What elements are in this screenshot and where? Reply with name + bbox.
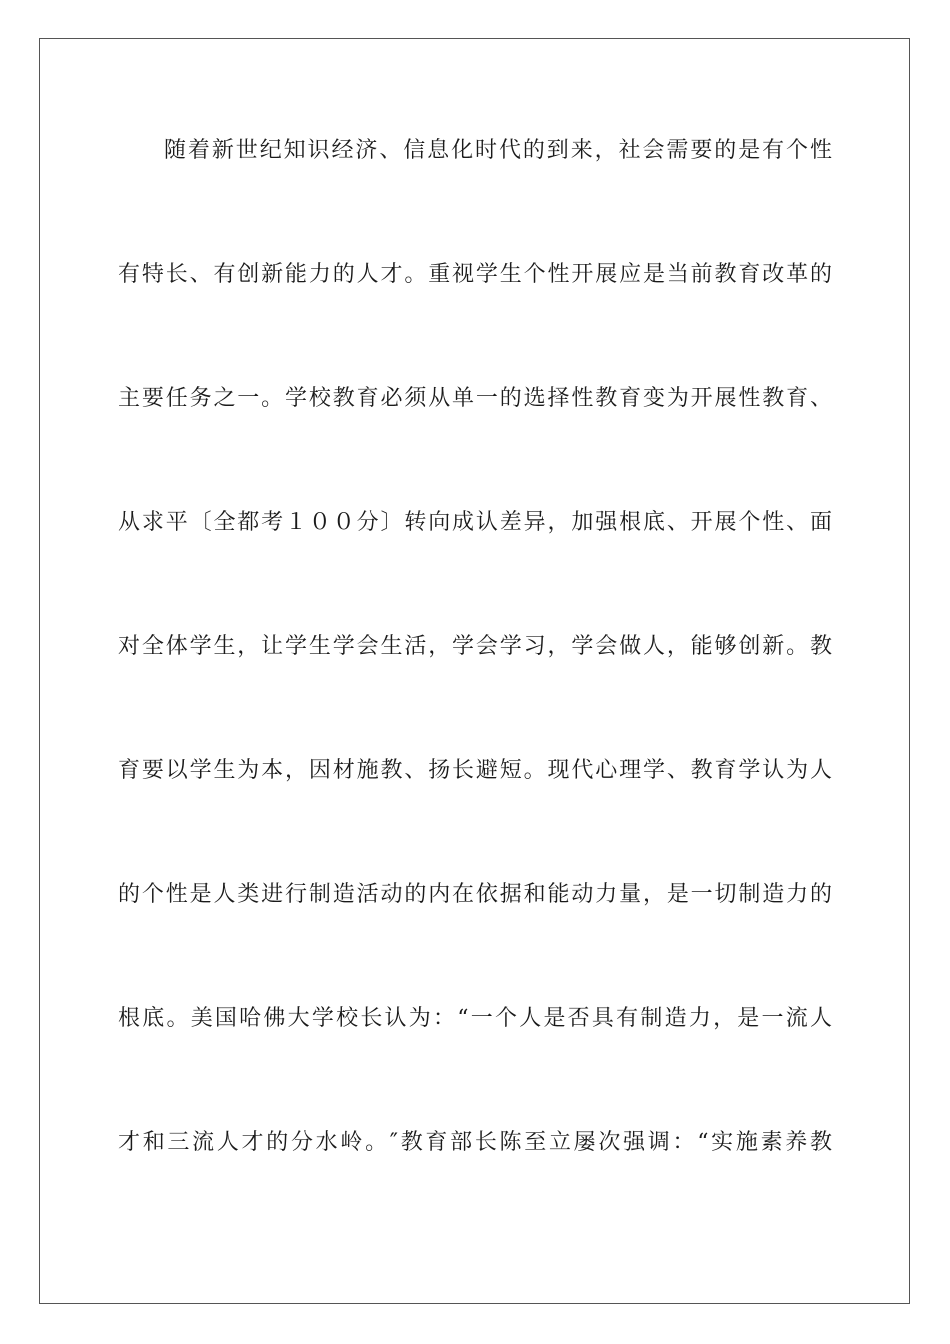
paragraph-line: 有特长、有创新能力的人才。重视学生个性开展应是当前教育改革的	[118, 262, 832, 287]
page-border	[39, 38, 910, 1304]
paragraph-line: 对全体学生，让学生学会生活，学会学习，学会做人，能够创新。教	[118, 634, 832, 659]
paragraph-line: 随着新世纪知识经济、信息化时代的到来，社会需要的是有个性	[164, 138, 832, 163]
paragraph-line: 主要任务之一。学校教育必须从单一的选择性教育变为开展性教育、	[118, 386, 832, 411]
paragraph-line: 才和三流人才的分水岭。″教育部长陈至立屡次强调：“实施素养教	[118, 1130, 832, 1155]
paragraph-line: 从求平〔全都考１００分〕转向成认差异，加强根底、开展个性、面	[118, 510, 832, 535]
paragraph-line: 根底。美国哈佛大学校长认为：“一个人是否具有制造力，是一流人	[118, 1006, 832, 1031]
paragraph-line: 育要以学生为本，因材施教、扬长避短。现代心理学、教育学认为人	[118, 758, 832, 783]
paragraph-line: 的个性是人类进行制造活动的内在依据和能动力量，是一切制造力的	[118, 882, 832, 907]
